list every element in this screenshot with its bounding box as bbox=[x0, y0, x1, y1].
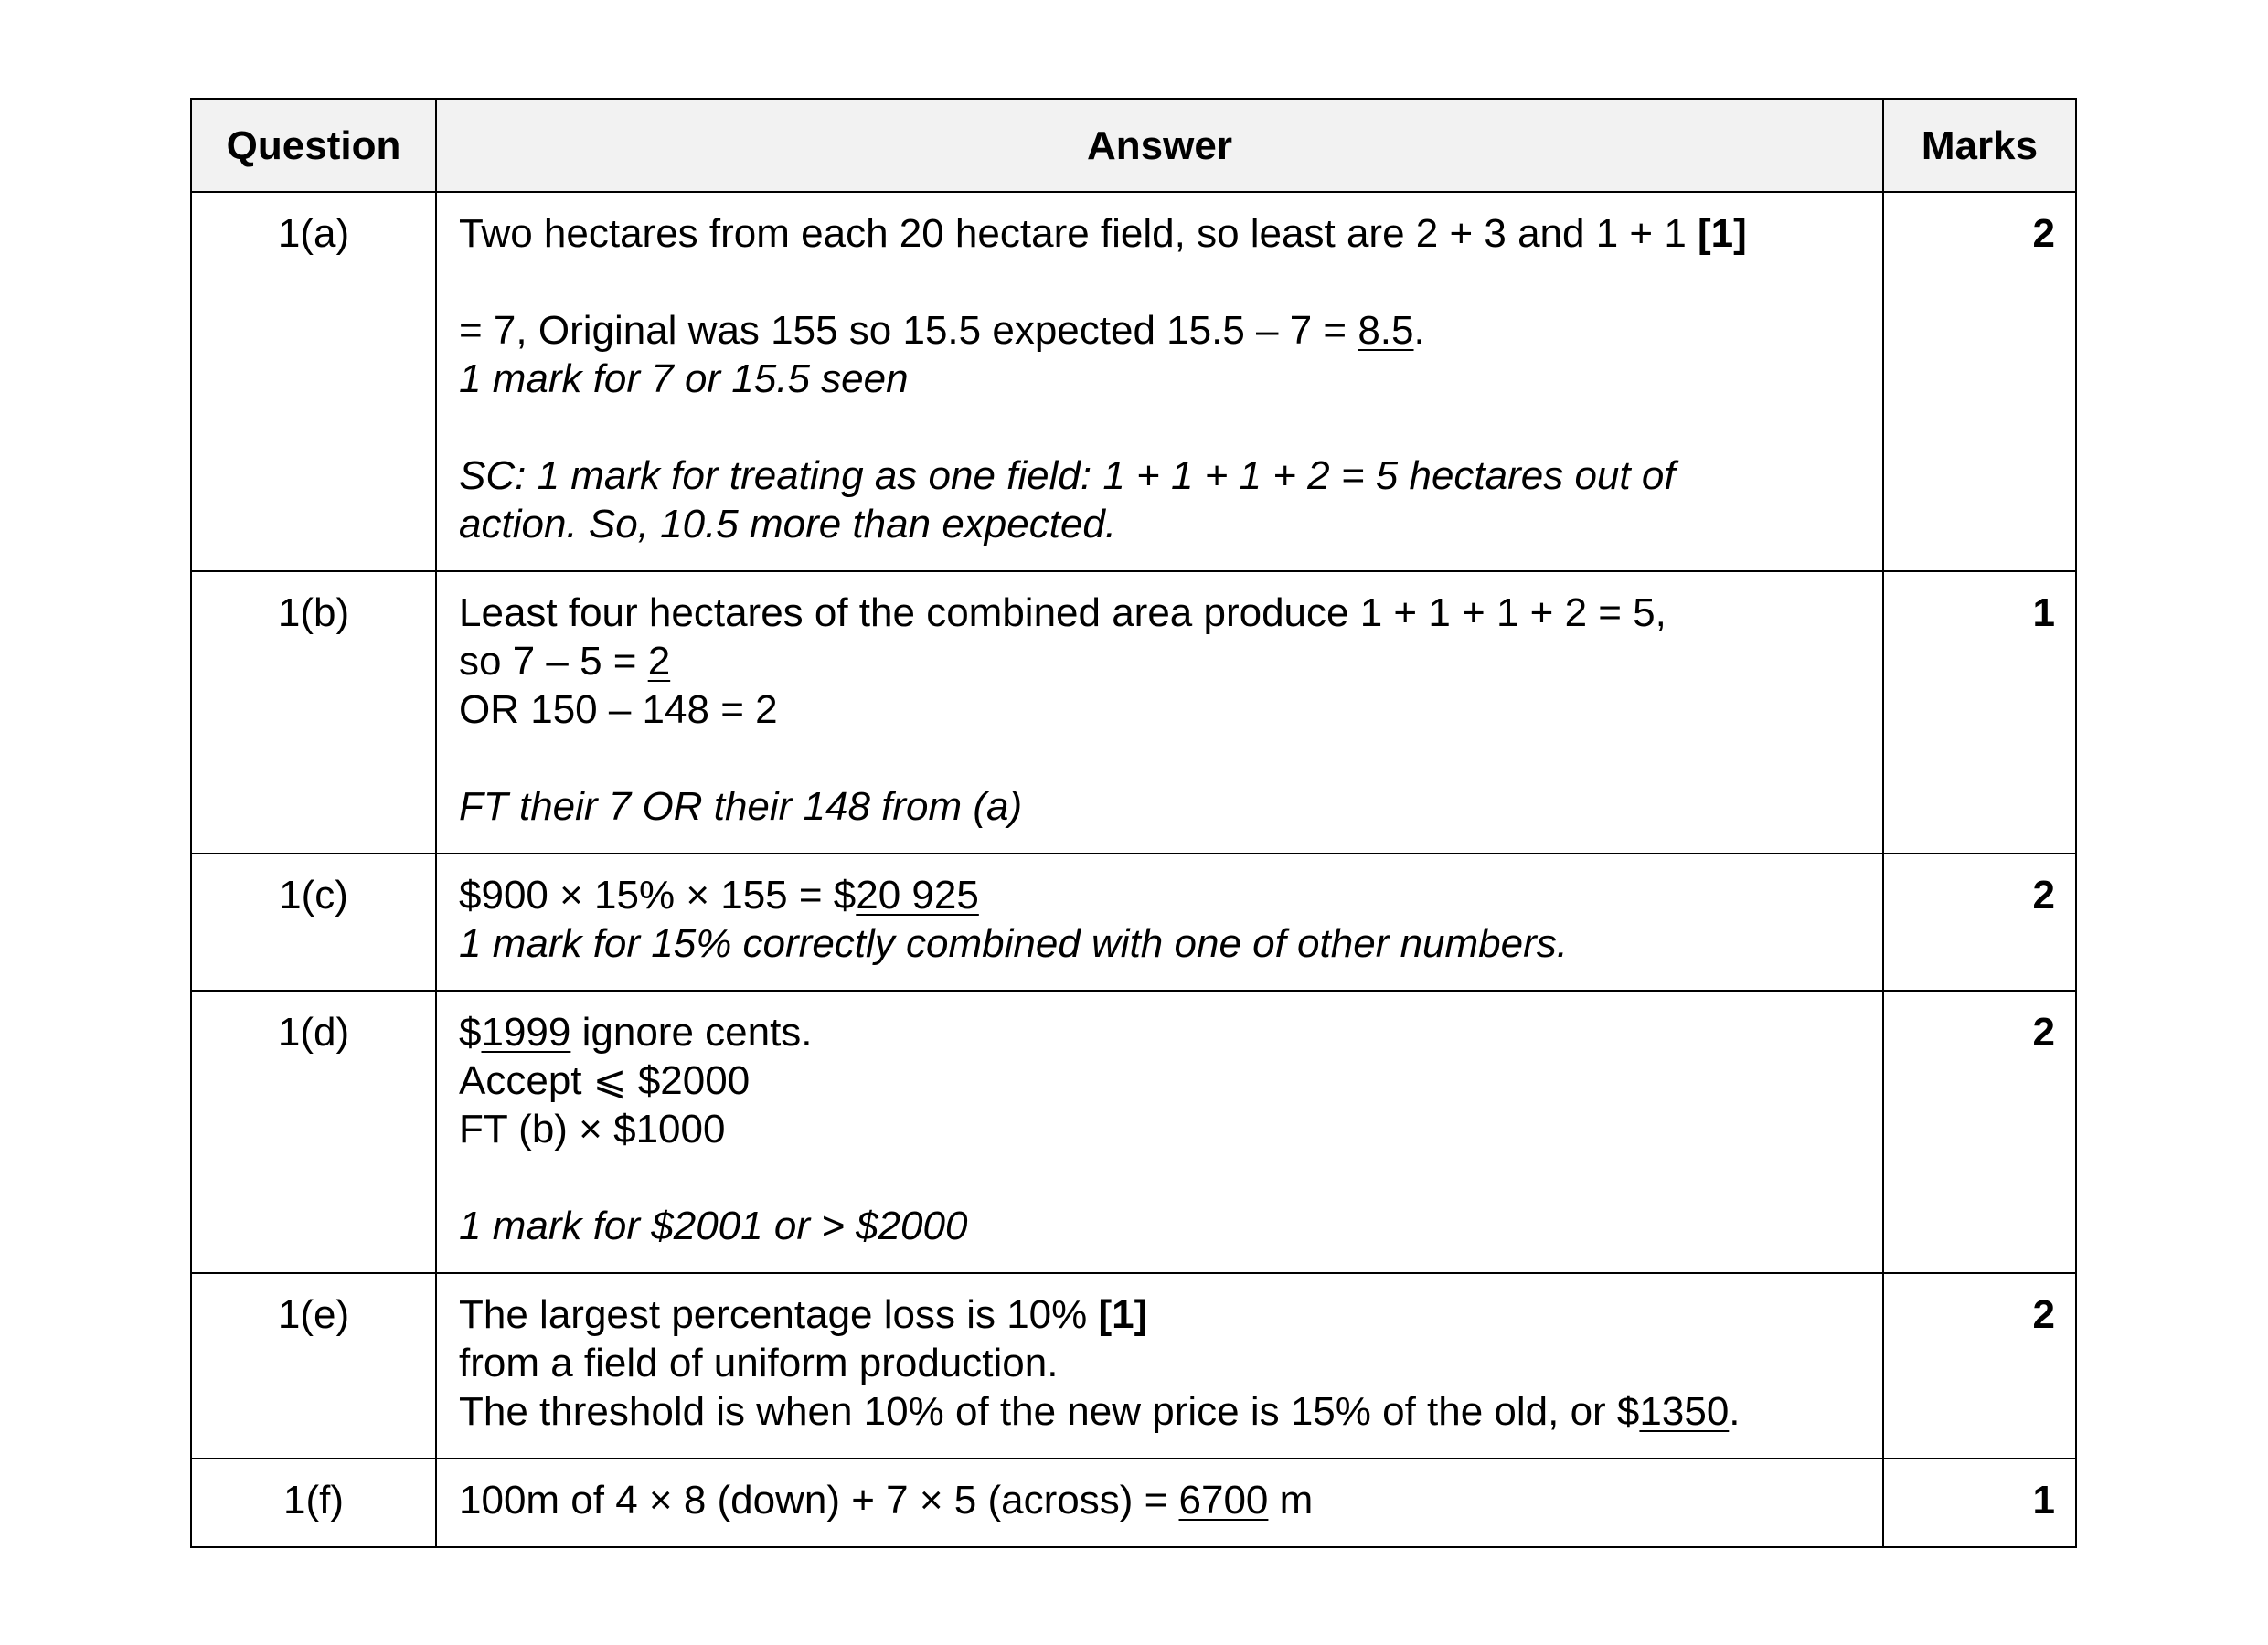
marks-cell: 1 bbox=[1883, 571, 2076, 854]
marks-cell: 1 bbox=[1883, 1459, 2076, 1547]
mark-bracket: [1] bbox=[1698, 211, 1747, 256]
table-row bbox=[191, 991, 2076, 1273]
question-header: Question bbox=[191, 99, 436, 192]
marking-note: 1 mark for 7 or 15.5 seen bbox=[459, 356, 909, 401]
answer-line bbox=[459, 1008, 1864, 1056]
answer-text: $900 × 15% × 155 = $ bbox=[459, 873, 857, 918]
table-row bbox=[191, 1459, 2076, 1547]
answer-line: Least four hectares of the combined area produce 1 + 1 + 1 + 2 = 5, bbox=[459, 590, 1666, 635]
final-answer: 2 bbox=[647, 639, 671, 684]
answer-text: = 7, Original was 155 so 15.5 expected 15.5 – 7 = bbox=[459, 308, 1358, 353]
answer-text: The threshold is when 10% of the new price is 15% of the old, or $ bbox=[459, 1389, 1640, 1434]
table-row bbox=[191, 192, 2076, 571]
question-cell: 1(f) bbox=[191, 1459, 436, 1547]
answer-cell bbox=[436, 854, 1883, 991]
answer-line: Accept ⩽ $2000 bbox=[459, 1058, 751, 1103]
answer-text: 100m of 4 × 8 (down) + 7 × 5 (across) = bbox=[459, 1478, 1179, 1523]
marks-cell: 2 bbox=[1883, 1273, 2076, 1459]
answer-text: ignore cents. bbox=[570, 1010, 813, 1055]
question-cell: 1(b) bbox=[191, 571, 436, 854]
table-row bbox=[191, 571, 2076, 854]
question-cell: 1(e) bbox=[191, 1273, 436, 1459]
question-cell: 1(d) bbox=[191, 991, 436, 1273]
answer-line bbox=[459, 1476, 1864, 1524]
answer-line bbox=[459, 1387, 1864, 1436]
answer-text: . bbox=[1729, 1389, 1741, 1434]
marks-cell: 2 bbox=[1883, 192, 2076, 571]
question-cell: 1(a) bbox=[191, 192, 436, 571]
marks-header: Marks bbox=[1883, 99, 2076, 192]
answer-cell bbox=[436, 571, 1883, 854]
answer-header: Answer bbox=[436, 99, 1883, 192]
answer-text: The largest percentage loss is 10% bbox=[459, 1292, 1099, 1337]
header-row bbox=[191, 99, 2076, 192]
final-answer: 8.5 bbox=[1358, 308, 1414, 353]
marks-cell: 2 bbox=[1883, 854, 2076, 991]
final-answer: 6700 bbox=[1178, 1478, 1269, 1523]
answer-line: FT (b) × $1000 bbox=[459, 1107, 726, 1152]
answer-line bbox=[459, 306, 1864, 355]
special-case-note: SC: 1 mark for treating as one field: 1 + 1 + 1 + 2 = 5 hectares out of bbox=[459, 453, 1676, 498]
question-cell: 1(c) bbox=[191, 854, 436, 991]
answer-text: m bbox=[1268, 1478, 1314, 1523]
answer-cell bbox=[436, 192, 1883, 571]
final-answer: 1999 bbox=[481, 1010, 571, 1055]
table-row bbox=[191, 1273, 2076, 1459]
answer-line bbox=[459, 1290, 1864, 1339]
answer-cell bbox=[436, 1459, 1883, 1547]
marks-cell: 2 bbox=[1883, 991, 2076, 1273]
answer-text: so 7 – 5 = bbox=[459, 639, 648, 684]
final-answer: 20 925 bbox=[856, 873, 979, 918]
answer-line: from a field of uniform production. bbox=[459, 1341, 1059, 1385]
table-row bbox=[191, 854, 2076, 991]
answer-text: $ bbox=[459, 1010, 482, 1055]
mark-bracket: [1] bbox=[1098, 1292, 1148, 1337]
answer-cell bbox=[436, 991, 1883, 1273]
final-answer: 1350 bbox=[1639, 1389, 1730, 1434]
answer-text: . bbox=[1413, 308, 1425, 353]
mark-scheme-table bbox=[190, 98, 2077, 1548]
answer-line bbox=[459, 637, 1864, 685]
marking-note: 1 mark for 15% correctly combined with one of other numbers. bbox=[459, 921, 1568, 966]
marking-note: 1 mark for $2001 or > $2000 bbox=[459, 1204, 968, 1248]
marking-note: FT their 7 OR their 148 from (a) bbox=[459, 784, 1023, 829]
answer-line: OR 150 – 148 = 2 bbox=[459, 687, 778, 732]
answer-line bbox=[459, 209, 1864, 258]
special-case-note: action. So, 10.5 more than expected. bbox=[459, 502, 1117, 547]
answer-text: Two hectares from each 20 hectare field, so least are 2 + 3 and 1 + 1 bbox=[459, 211, 1698, 256]
answer-line bbox=[459, 871, 1864, 919]
answer-cell bbox=[436, 1273, 1883, 1459]
